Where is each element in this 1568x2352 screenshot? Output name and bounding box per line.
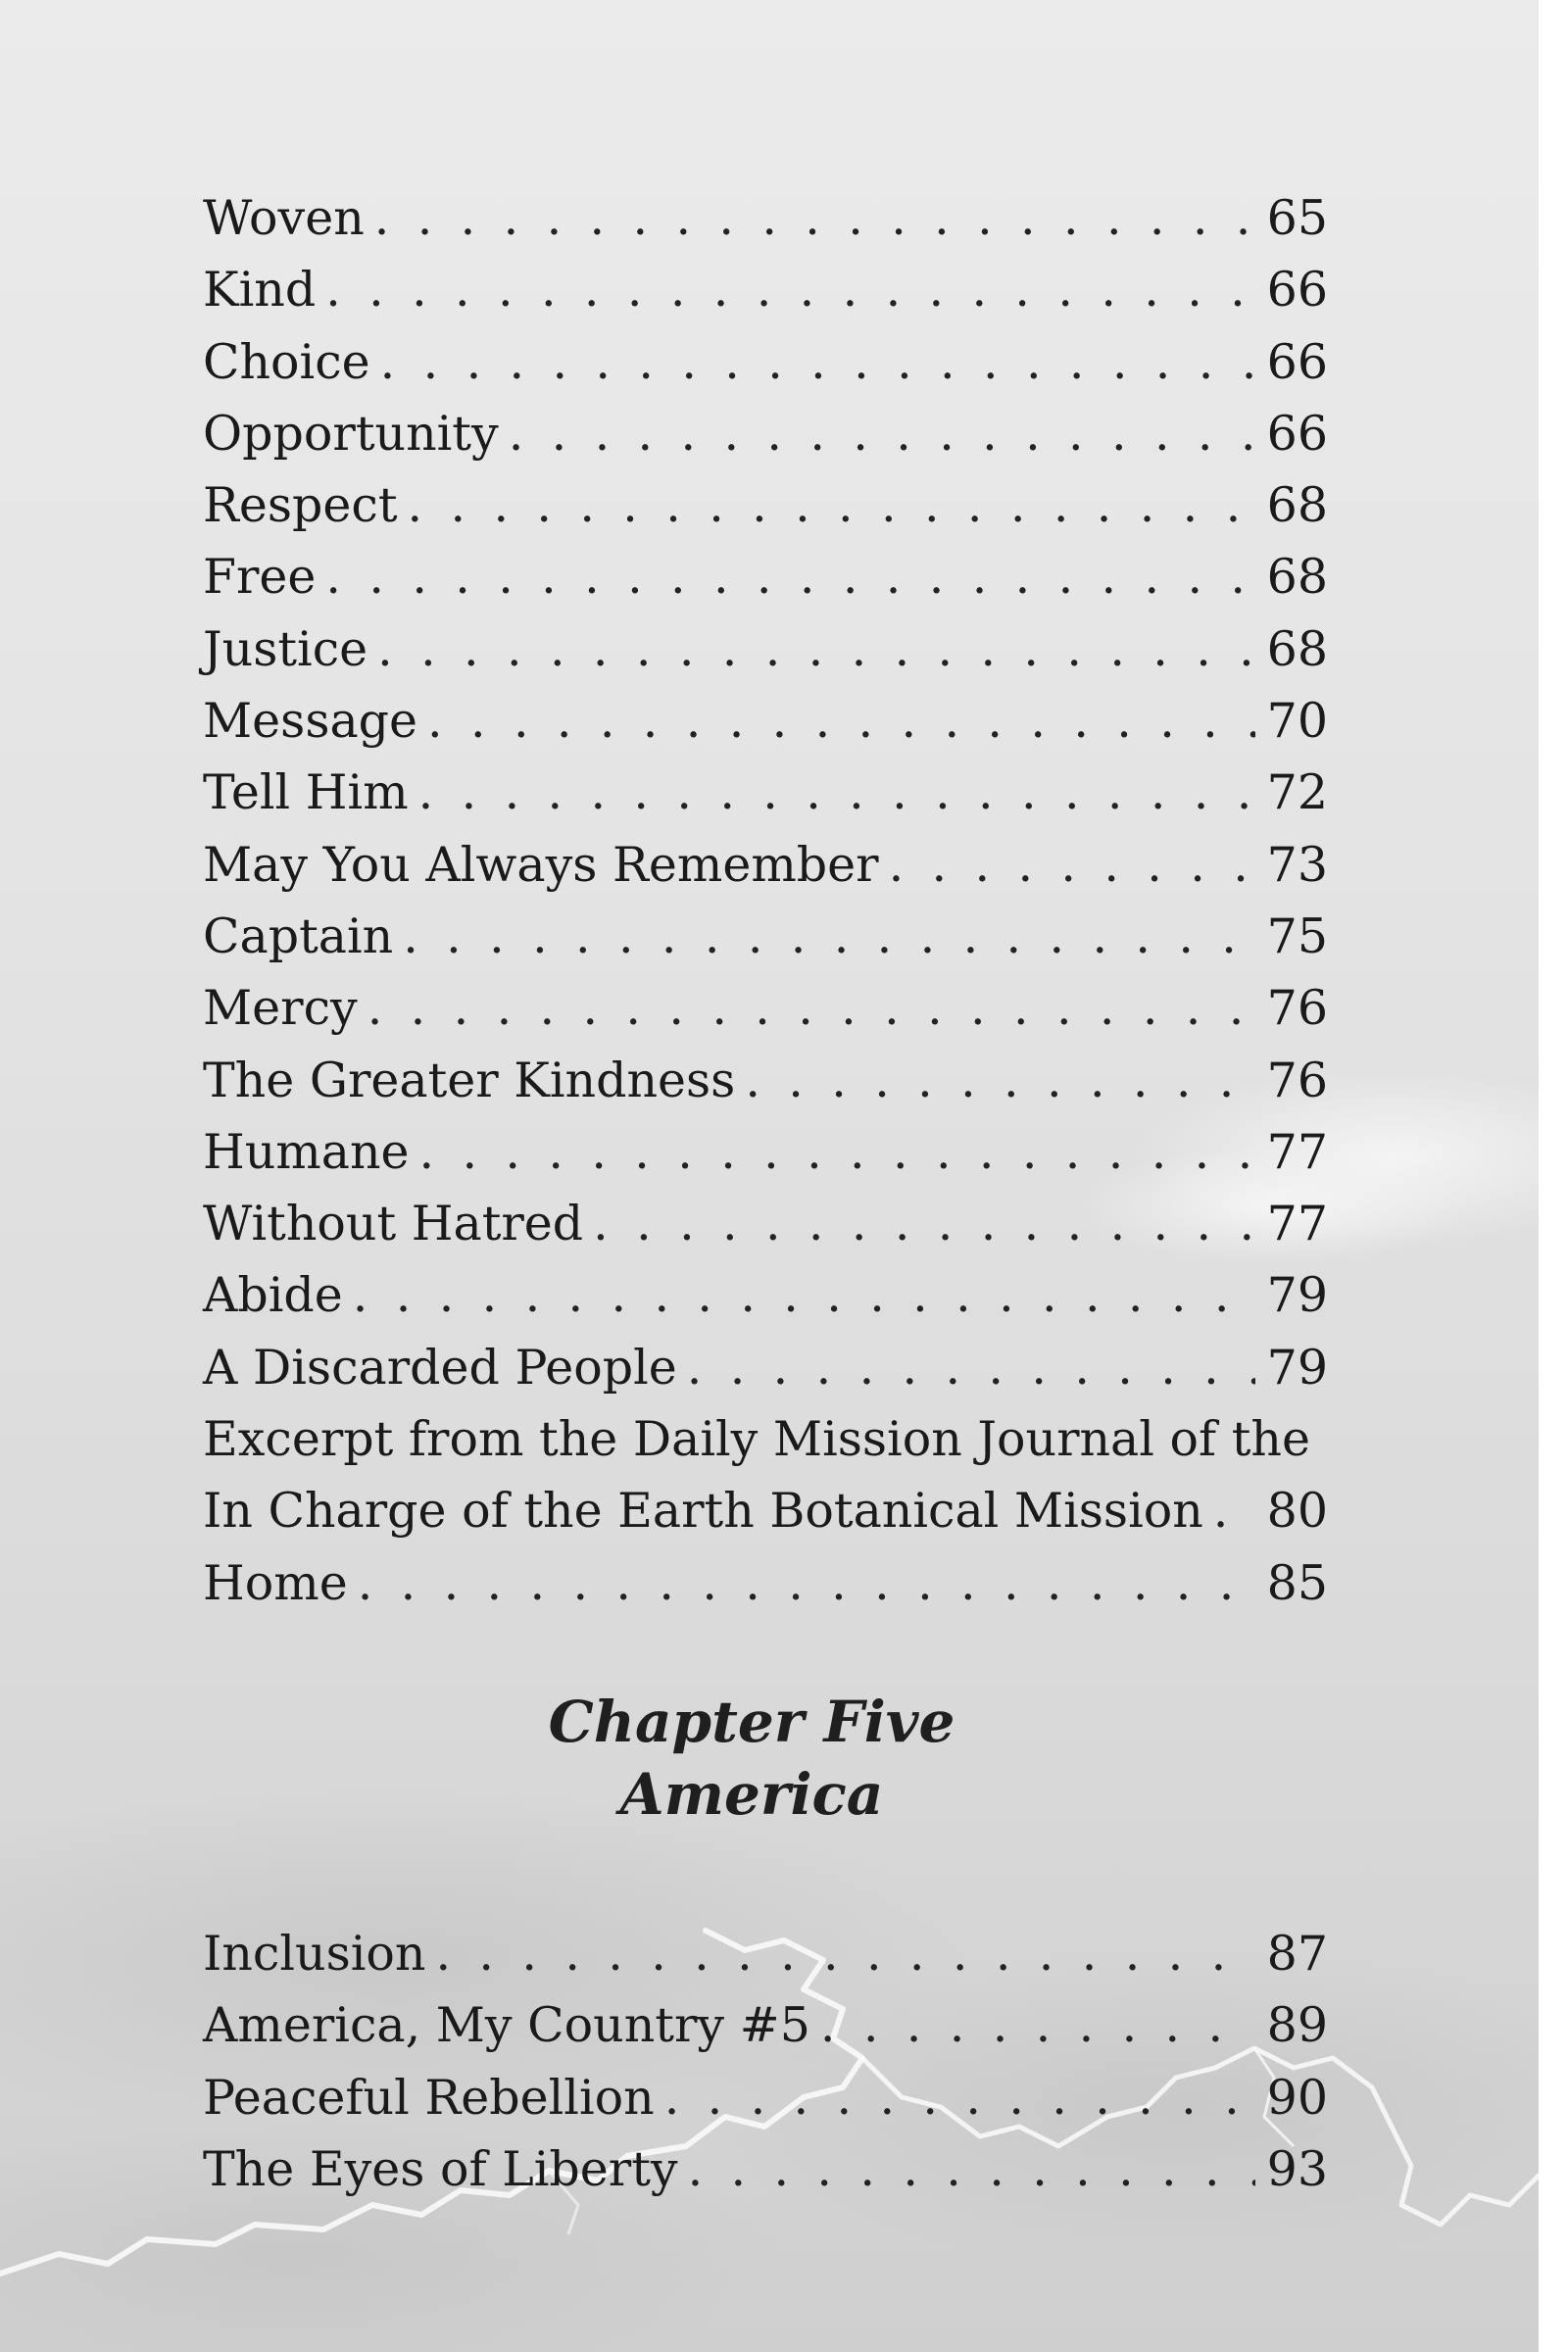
dot-leader	[427, 685, 1255, 757]
toc-entry-title: Mercy	[203, 980, 358, 1037]
toc-entry-title: Justice	[203, 620, 368, 677]
toc-entry-title: Tell Him	[203, 764, 409, 821]
toc-entry[interactable]	[203, 469, 1328, 541]
dot-leader	[419, 1116, 1255, 1188]
toc-entry-title: Excerpt from the Daily Mission Journal of the	[203, 1411, 1310, 1468]
dot-leader	[325, 254, 1254, 325]
toc-entry-title: Choice	[203, 333, 370, 390]
toc-entry-page: 93	[1266, 2140, 1328, 2197]
toc-entry[interactable]	[203, 1188, 1328, 1259]
toc-entry-title: Home	[203, 1554, 348, 1611]
toc-entry-title: Abide	[203, 1267, 343, 1324]
toc-entry-title: Peaceful Rebellion	[203, 2069, 655, 2126]
toc-entry-page: 70	[1266, 693, 1328, 750]
dot-leader	[374, 182, 1255, 254]
toc-entry-page: 68	[1266, 549, 1328, 606]
dot-leader	[358, 1547, 1255, 1619]
toc-entry[interactable]	[203, 901, 1328, 972]
toc-entry-page: 85	[1266, 1554, 1328, 1611]
dot-leader	[368, 972, 1255, 1044]
toc-list-part-one	[203, 182, 1328, 1619]
dot-leader	[408, 469, 1255, 541]
dot-leader	[688, 2133, 1255, 2205]
toc-entry-title: The Greater Kindness	[203, 1052, 736, 1108]
toc-entry[interactable]	[203, 685, 1328, 757]
toc-entry-page: 68	[1266, 477, 1328, 534]
dot-leader	[435, 1918, 1254, 1989]
toc-entry-page: 73	[1266, 836, 1328, 893]
toc-entry[interactable]	[203, 1475, 1328, 1546]
dot-leader	[380, 326, 1255, 398]
toc-entry-title: May You Always Remember	[203, 836, 879, 893]
toc-entry-page: 79	[1266, 1339, 1328, 1396]
toc-entry[interactable]	[203, 757, 1328, 828]
toc-entry[interactable]	[203, 2062, 1328, 2133]
toc-entry-page: 77	[1266, 1123, 1328, 1180]
dot-leader	[403, 901, 1254, 972]
toc-entry[interactable]	[203, 541, 1328, 612]
toc-entry[interactable]	[203, 1332, 1328, 1403]
toc-entry-title: Kind	[203, 262, 317, 318]
toc-entry-page: 72	[1266, 764, 1328, 821]
dot-leader	[820, 1989, 1255, 2061]
toc-entry-page: 76	[1266, 1052, 1328, 1108]
toc-entry[interactable]	[203, 254, 1328, 325]
toc-entry-title: The Eyes of Liberty	[203, 2140, 678, 2197]
toc-entry[interactable]	[203, 1918, 1328, 1989]
toc-entry-page: 65	[1266, 190, 1328, 246]
dot-leader	[687, 1332, 1255, 1403]
dot-leader	[377, 613, 1254, 685]
toc-entry-page: 66	[1266, 405, 1328, 462]
toc-entry-page: 68	[1266, 620, 1328, 677]
dot-leader	[1213, 1475, 1255, 1546]
toc-list-part-two	[203, 1918, 1328, 2205]
toc-entry-page: 75	[1266, 907, 1328, 964]
dot-leader	[593, 1188, 1254, 1259]
chapter-number-label: Chapter Five	[548, 1689, 956, 1755]
toc-entry-title: Free	[203, 549, 317, 606]
toc-entry-title: Woven	[203, 190, 365, 246]
toc-entry[interactable]	[203, 1547, 1328, 1619]
toc-entry-title: Without Hatred	[203, 1196, 584, 1252]
dot-leader	[664, 2062, 1255, 2133]
toc-entry-title: Opportunity	[203, 405, 499, 462]
toc-entry-page: 76	[1266, 980, 1328, 1037]
toc-entry[interactable]	[203, 2133, 1328, 2205]
toc-entry[interactable]	[203, 182, 1328, 254]
toc-entry[interactable]	[203, 1116, 1328, 1188]
dot-leader	[353, 1259, 1255, 1331]
toc-entry-title: Humane	[203, 1123, 410, 1180]
toc-entry[interactable]	[203, 613, 1328, 685]
toc-entry-page: 77	[1266, 1196, 1328, 1252]
toc-entry-page: 79	[1266, 1267, 1328, 1324]
toc-entry-title: Inclusion	[203, 1926, 426, 1982]
toc-entry[interactable]	[203, 1259, 1328, 1331]
toc-entry[interactable]	[203, 1989, 1328, 2061]
toc-entry-page: 66	[1266, 333, 1328, 390]
toc-entry-page: 89	[1266, 1997, 1328, 2054]
toc-entry-title: In Charge of the Earth Botanical Mission	[203, 1483, 1203, 1540]
toc-entry-page: 87	[1266, 1926, 1328, 1982]
toc-entry[interactable]	[203, 326, 1328, 398]
toc-entry[interactable]	[203, 398, 1328, 469]
dot-leader	[509, 398, 1255, 469]
toc-entry[interactable]	[203, 829, 1328, 901]
toc-entry-page: 90	[1266, 2069, 1328, 2126]
chapter-name: America	[619, 1761, 884, 1828]
toc-entry-wrapped-line[interactable]	[203, 1403, 1328, 1475]
toc-entry[interactable]	[203, 972, 1328, 1044]
toc-entry-title: A Discarded People	[203, 1339, 677, 1396]
page-margin	[1539, 0, 1568, 2352]
dot-leader	[418, 757, 1255, 828]
toc-entry-title: Captain	[203, 907, 394, 964]
toc-entry-title: Respect	[203, 477, 398, 534]
toc-entry-page: 66	[1266, 262, 1328, 318]
dot-leader	[889, 829, 1255, 901]
chapter-heading	[203, 1686, 1300, 1831]
toc-entry-title: Message	[203, 693, 418, 750]
dot-leader	[745, 1045, 1254, 1116]
toc-entry[interactable]	[203, 1045, 1328, 1116]
dot-leader	[325, 541, 1254, 612]
toc-entry-title: America, My Country #5	[203, 1997, 810, 2054]
toc-entry-page: 80	[1266, 1483, 1328, 1540]
